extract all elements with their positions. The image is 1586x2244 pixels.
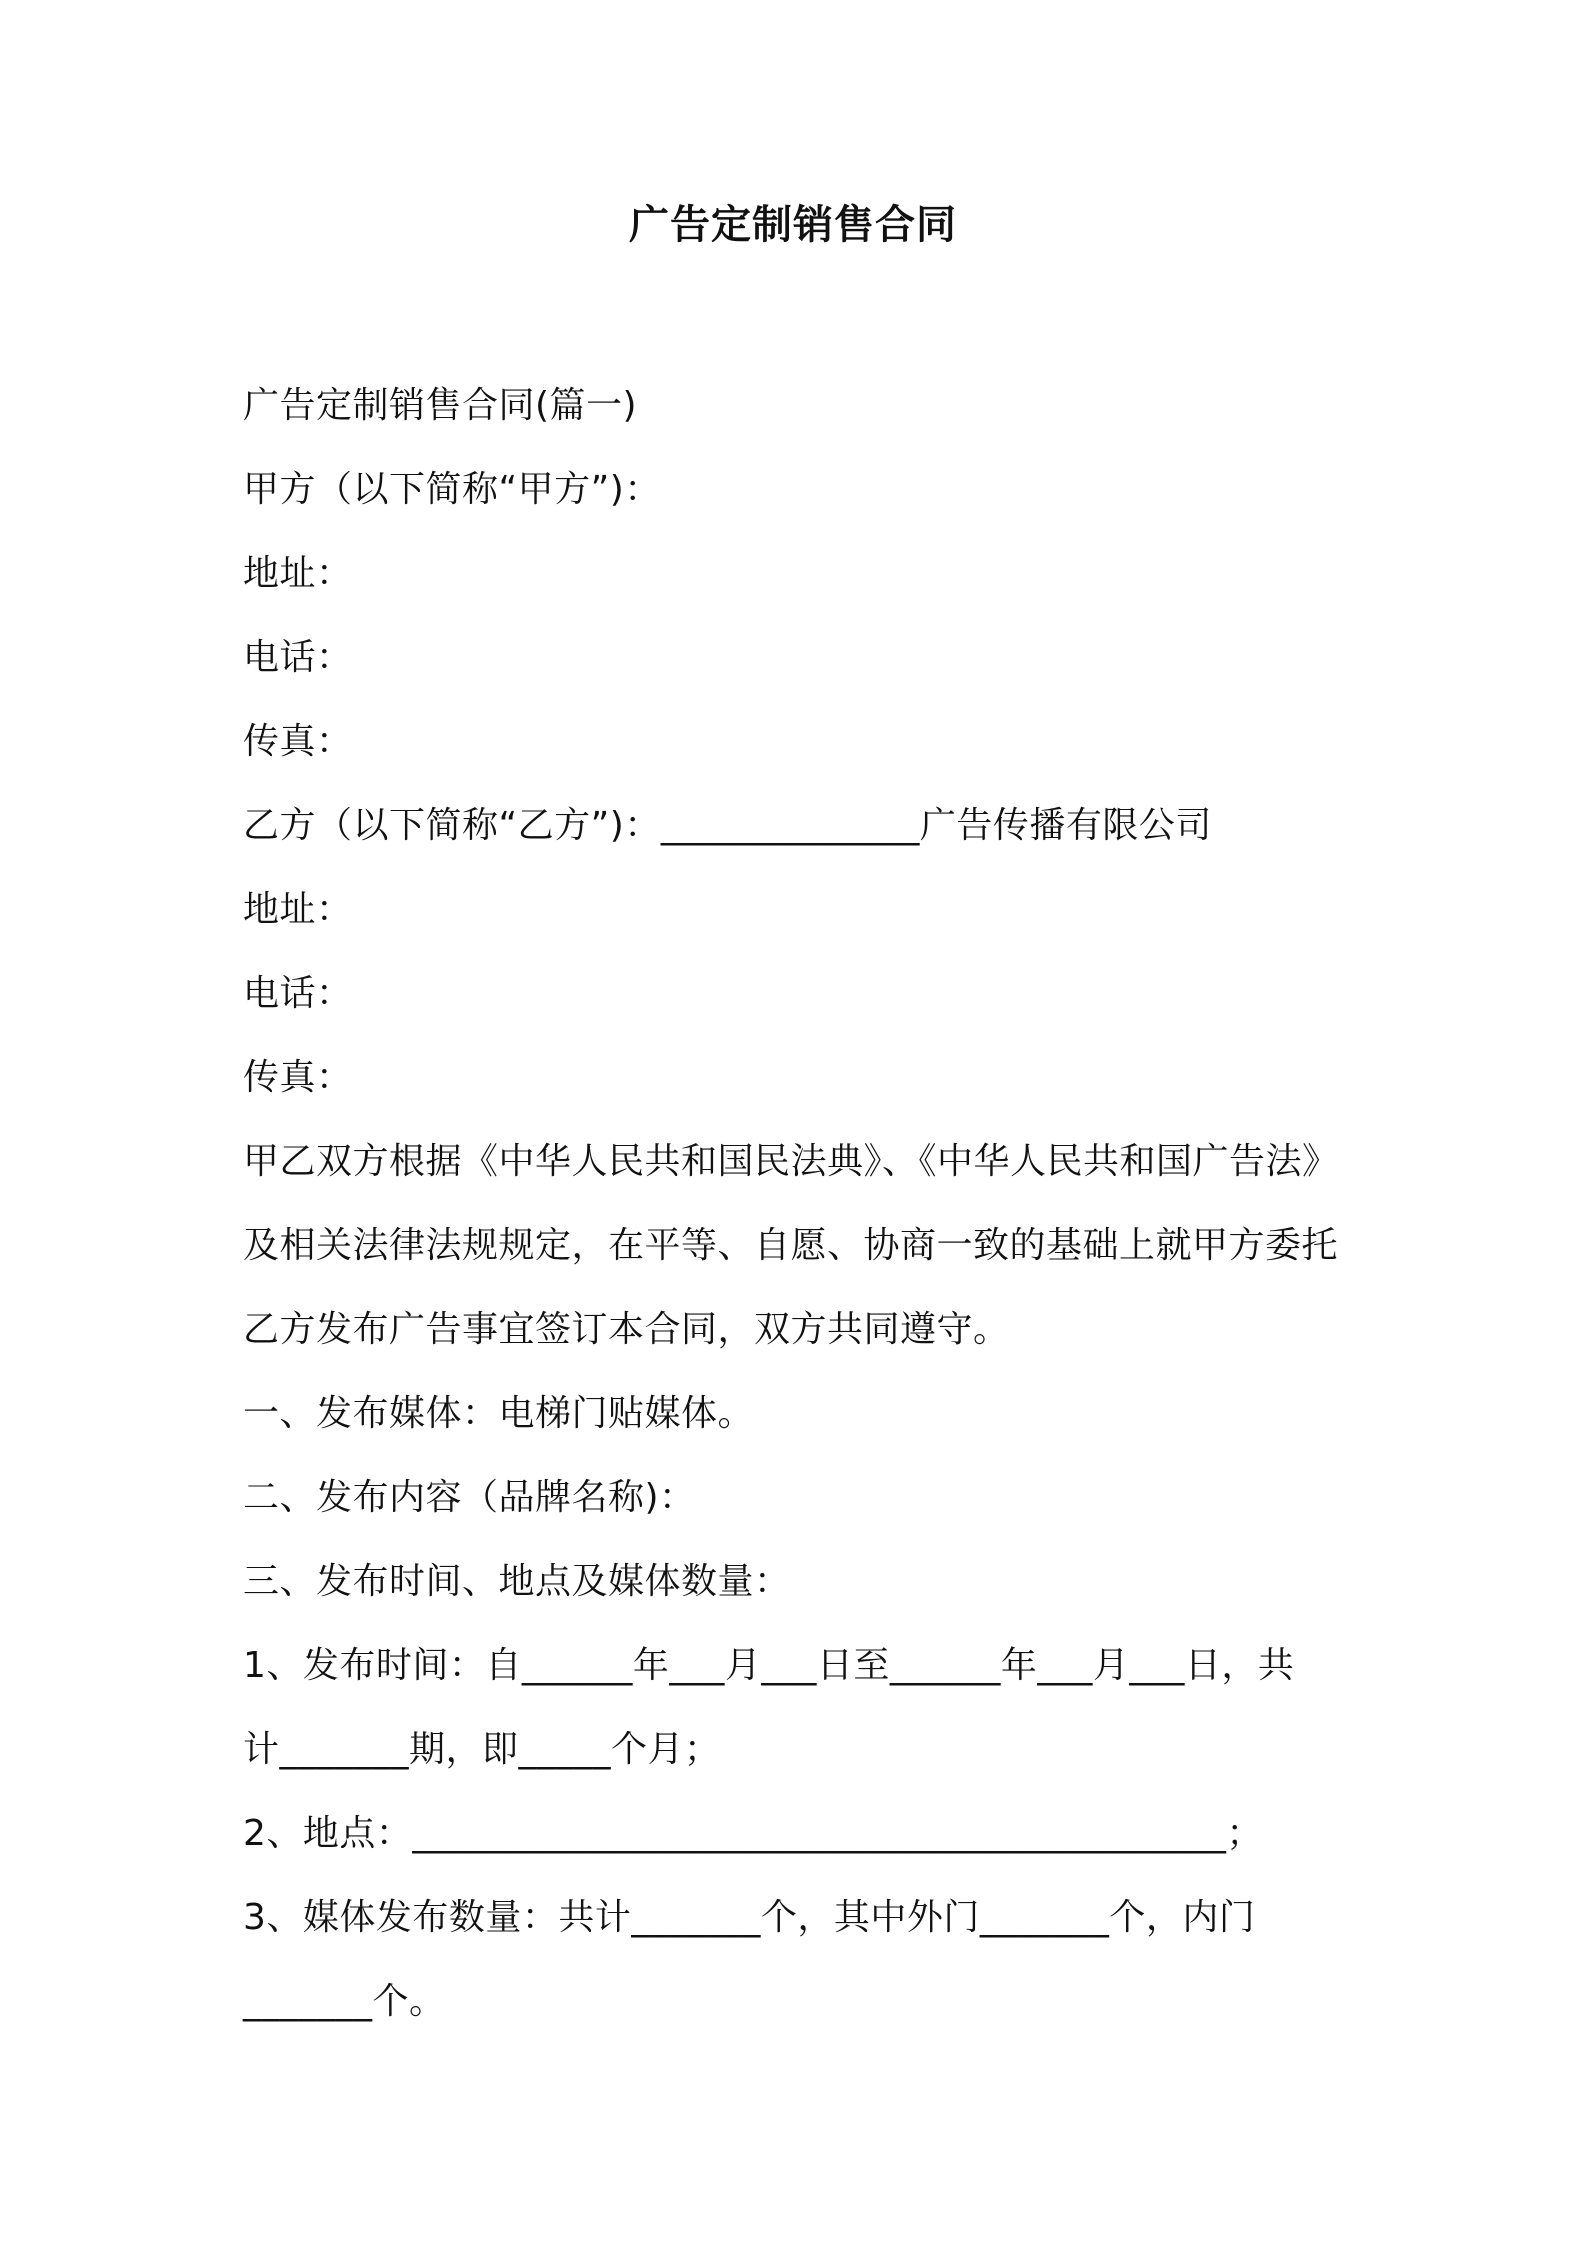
party-b-label: 乙方（以下简称“乙方”)：______________广告传播有限公司 — [243, 805, 1212, 846]
party-a-label: 甲方（以下简称“甲方”)： — [243, 469, 661, 510]
section-heading: 广告定制销售合同(篇一) — [243, 385, 638, 426]
clause-3-2-location: 2、地点：____________________________________________； — [243, 1813, 1263, 1854]
clause-3-1-time: 1、发布时间：自______年___月___日至______年___月___日，共 — [243, 1645, 1295, 1686]
party-b-phone: 电话： — [243, 973, 353, 1014]
party-a-address: 地址： — [243, 553, 353, 594]
document-title: 广告定制销售合同 — [629, 202, 957, 248]
clause-3-3-quantity: 3、媒体发布数量：共计_______个，其中外门_______个，内门 — [243, 1897, 1256, 1938]
preamble-line-3: 乙方发布广告事宜签订本合同，双方共同遵守。 — [243, 1309, 1010, 1350]
party-a-fax: 传真： — [243, 721, 353, 762]
party-b-address: 地址： — [243, 889, 353, 930]
clause-3-3-quantity-cont: _______个。 — [243, 1981, 446, 2022]
clause-3-1-time-cont: 计_______期，即_____个月； — [243, 1729, 721, 1770]
preamble-line-2: 及相关法律法规规定，在平等、自愿、协商一致的基础上就甲方委托 — [243, 1225, 1339, 1266]
clause-3-heading: 三、发布时间、地点及媒体数量： — [243, 1561, 791, 1602]
party-a-phone: 电话： — [243, 637, 353, 678]
preamble-line-1: 甲乙双方根据《中华人民共和国民法典》、《中华人民共和国广告法》 — [243, 1141, 1339, 1182]
document-body — [243, 364, 1363, 2044]
party-b-fax: 传真： — [243, 1057, 353, 1098]
clause-2-content: 二、发布内容（品牌名称)： — [243, 1477, 696, 1518]
clause-1-media: 一、发布媒体：电梯门贴媒体。 — [243, 1393, 755, 1434]
